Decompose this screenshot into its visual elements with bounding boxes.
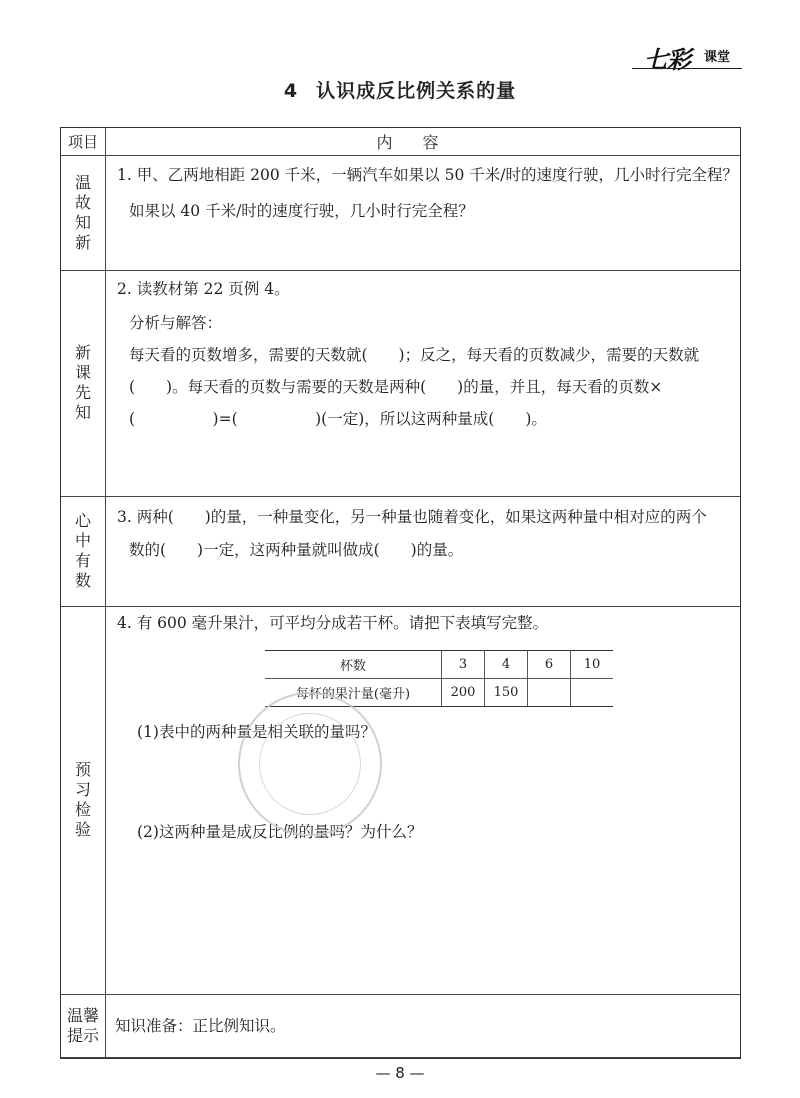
brand-logo-sub: 课堂 [704,50,731,65]
table-row [265,651,613,679]
section-content [117,994,730,1057]
watermark-stamp-inner [246,700,375,829]
section-review [61,155,740,271]
section-content [117,155,738,270]
section-label: 新课先知 [75,343,92,422]
question-4-line-1: 4. 有 600 毫升果汁，可平均分成若干杯。请把下表填写完整。 [117,614,549,632]
juice-per-cup-value: 150 [485,679,528,707]
question-2-line-5: ( )=( )(一定)，所以这两种量成( )。 [129,410,547,428]
juice-per-cup-input[interactable] [528,679,571,707]
section-label-cell [61,994,106,1057]
question-1-line-1: 1. 甲、乙两地相距 200 千米，一辆汽车如果以 50 千米/时的速度行驶，几小时行完全程？ [117,166,738,184]
question-2-line-4: ( )。每天看的页数与需要的天数是两种( )的量，并且，每天看的页数× [129,378,663,396]
cups-value: 4 [485,651,528,679]
question-2-line-3: 每天看的页数增多，需要的天数就( )；反之，每天看的页数减少，需要的天数就 [129,346,700,364]
section-label-cell [61,606,106,994]
question-4-sub-2: (2)这两种量是成反比例的量吗？为什么？ [137,823,423,841]
worksheet-table [60,127,741,1059]
juice-per-cup-input[interactable] [571,679,614,707]
header-content-cell [105,128,740,155]
section-content [117,270,730,496]
juice-per-cup-label: 每杯的果汁量(毫升) [265,679,442,707]
page-number: — 8 — [375,1064,425,1082]
brand-logo-main: 七彩 [644,46,690,74]
table-header-row [61,128,740,156]
lesson-title: 认识成反比例关系的量 [316,80,517,102]
header-item-label: 项目 [67,133,98,151]
question-2-line-2: 分析与解答： [129,314,223,332]
section-label-cell [61,496,106,606]
juice-per-cup-value: 200 [442,679,485,707]
brand-underline [632,68,742,69]
brand-logo [632,36,752,76]
cups-label: 杯数 [265,651,442,679]
header-content-label: 内容 [376,133,469,152]
cups-value: 3 [442,651,485,679]
question-2-line-1: 2. 读教材第 22 页例 4。 [117,280,290,298]
section-summary [61,496,740,607]
lesson-number: 4 [283,80,299,102]
header-item-cell [61,128,106,155]
question-4-sub-1: (1)表中的两种量是相关联的量吗？ [137,723,376,741]
section-label: 温馨提示 [67,1005,100,1045]
question-3-line-1: 3. 两种( )的量，一种量变化，另一种量也随着变化，如果这两种量中相对应的两个 [117,508,707,526]
question-3-line-2: 数的( )一定，这两种量就叫做成( )的量。 [129,541,464,559]
section-tips [61,994,740,1058]
tip-line: 知识准备：正比例知识。 [115,1017,286,1035]
section-content [117,496,730,606]
page-title [0,76,800,103]
section-label: 预习检验 [75,760,92,839]
cups-value: 6 [528,651,571,679]
section-preview [61,270,740,497]
section-label-cell [61,270,106,496]
section-label-cell [61,155,106,270]
question-1-line-2: 如果以 40 千米/时的速度行驶，几小时行完全程？ [129,202,474,220]
cups-value: 10 [571,651,614,679]
section-label: 心中有数 [75,511,92,590]
section-label: 温故知新 [75,172,92,252]
